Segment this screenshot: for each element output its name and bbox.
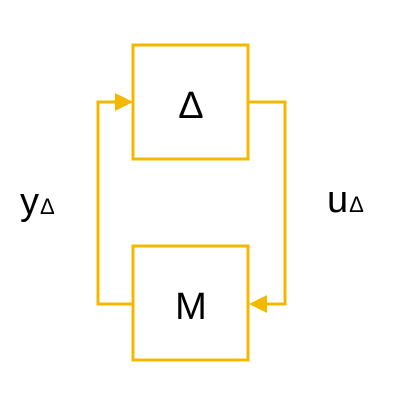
y-delta-label-main: y	[20, 181, 39, 223]
y-delta-arrowhead	[115, 93, 133, 111]
delta-block-label: Δ	[178, 85, 204, 127]
u-delta-arrowhead	[249, 295, 267, 313]
y-delta-signal-path	[98, 102, 133, 304]
u-delta-label-main: u	[327, 179, 349, 221]
u-delta-signal-path	[248, 102, 285, 304]
y-delta-label	[20, 181, 55, 223]
y-delta-label-subscript: Δ	[40, 194, 55, 219]
u-delta-label-subscript: Δ	[349, 192, 364, 217]
u-delta-label	[327, 179, 364, 221]
m-block-label: M	[175, 286, 207, 328]
